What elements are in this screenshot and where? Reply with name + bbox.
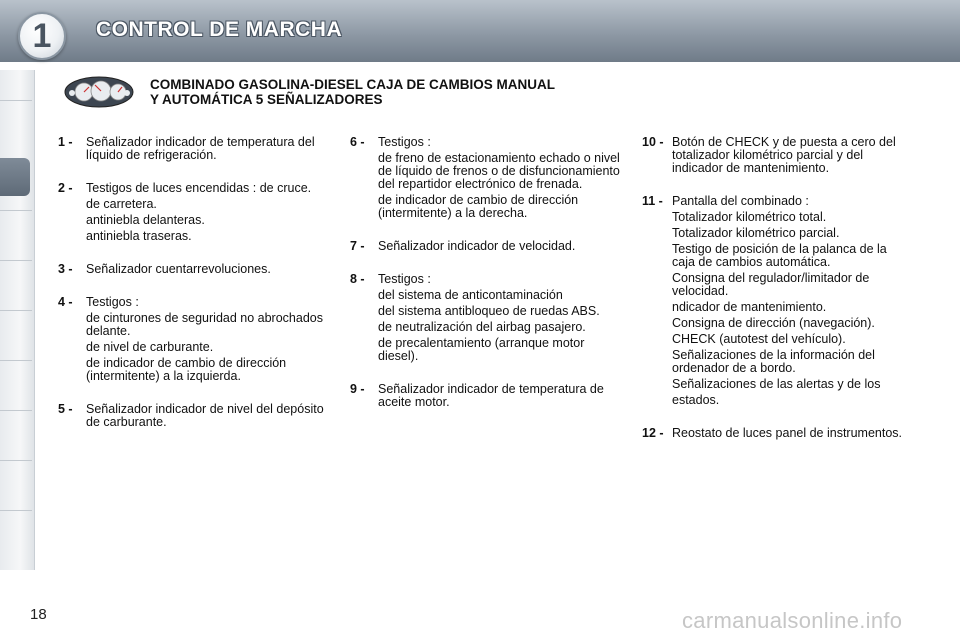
item-number: 8 - — [350, 272, 365, 286]
item-text: Señalizador indicador de nivel del depósito de carburante. — [86, 402, 324, 429]
legend-item — [58, 296, 328, 386]
item-text: Totalizador kilométrico total. — [672, 210, 827, 224]
item-number: 9 - — [350, 382, 365, 396]
legend-item — [350, 240, 620, 256]
item-text: Reostato de luces panel de instrumentos. — [672, 426, 902, 440]
chapter-tab-divider — [0, 410, 32, 411]
item-text: de freno de estacionamiento echado o nivel de líquido de frenos o de disfuncionamiento del repartidor electrónico de frenada. — [378, 151, 620, 191]
chapter-tab-rail — [0, 70, 35, 570]
section-title — [150, 77, 555, 107]
item-text: Señalizador indicador de temperatura del líquido de refrigeración. — [86, 135, 315, 162]
item-text: Testigos : — [378, 135, 431, 149]
item-number: 5 - — [58, 402, 73, 416]
active-chapter-tab[interactable] — [0, 158, 30, 196]
chapter-tab-divider — [0, 260, 32, 261]
chapter-number: 1 — [32, 16, 52, 55]
legend-item — [58, 136, 328, 165]
legend-column-1 — [58, 136, 328, 449]
item-text: CHECK (autotest del vehículo). — [672, 332, 846, 346]
legend-item — [58, 263, 328, 279]
item-text: Consigna de dirección (navegación). — [672, 316, 875, 330]
watermark: carmanualsonline.info — [682, 608, 903, 633]
section-title-line: Y AUTOMÁTICA 5 SEÑALIZADORES — [150, 92, 383, 107]
chapter-tab-divider — [0, 360, 32, 361]
item-text: del sistema antibloqueo de ruedas ABS. — [378, 304, 600, 318]
item-text: Señalizaciones de las alertas y de los — [672, 377, 881, 391]
item-text: antiniebla delanteras. — [86, 213, 205, 227]
item-text: Testigo de posición de la palanca de la caja de cambios automática. — [672, 242, 887, 269]
chapter-tab-divider — [0, 460, 32, 461]
item-text: Testigos : — [86, 295, 139, 309]
item-text: de precalentamiento (arranque motor diesel). — [378, 336, 585, 363]
legend-column-2 — [350, 136, 620, 429]
item-text: Consigna del regulador/limitador de velocidad. — [672, 271, 870, 298]
item-number: 7 - — [350, 239, 365, 253]
legend-item — [58, 182, 328, 246]
item-text: Señalizador cuentarrevoluciones. — [86, 262, 271, 276]
item-text: estados. — [672, 393, 720, 407]
legend-item — [350, 136, 620, 223]
item-text: de neutralización del airbag pasajero. — [378, 320, 586, 334]
item-text: ndicador de mantenimiento. — [672, 300, 827, 314]
legend-item — [642, 427, 912, 443]
chapter-tab-divider — [0, 210, 32, 211]
item-text: del sistema de anticontaminación — [378, 288, 563, 302]
page-title: CONTROL DE MARCHA — [96, 18, 343, 41]
chapter-number-badge — [18, 12, 66, 60]
page-number: 18 — [30, 606, 47, 623]
item-number: 11 - — [642, 194, 663, 208]
item-number: 6 - — [350, 135, 365, 149]
item-text: antiniebla traseras. — [86, 229, 192, 243]
item-text: Totalizador kilométrico parcial. — [672, 226, 840, 240]
section-title-line: COMBINADO GASOLINA-DIESEL CAJA DE CAMBIOS MANUAL — [150, 77, 556, 92]
item-text: Pantalla del combinado : — [672, 194, 809, 208]
item-text: de indicador de cambio de dirección (intermitente) a la derecha. — [378, 193, 579, 220]
legend-item — [642, 195, 912, 410]
legend-item — [642, 136, 912, 178]
item-number: 3 - — [58, 262, 73, 276]
item-number: 1 - — [58, 135, 73, 149]
item-text: de cinturones de seguridad no abrochados delante. — [86, 311, 323, 338]
item-text: Señalizador indicador de temperatura de aceite motor. — [378, 382, 604, 409]
chapter-tab-divider — [0, 510, 32, 511]
legend-column-3 — [642, 136, 912, 460]
item-text: Testigos : — [378, 272, 431, 286]
item-number: 4 - — [58, 295, 73, 309]
item-text: Señalizaciones de la información del ordenador de a bordo. — [672, 348, 875, 375]
legend-item — [350, 383, 620, 412]
chapter-tab-divider — [0, 100, 32, 101]
item-text: de nivel de carburante. — [86, 340, 214, 354]
item-text: de indicador de cambio de dirección (intermitente) a la izquierda. — [86, 356, 287, 383]
legend-item — [58, 403, 328, 432]
item-number: 12 - — [642, 426, 664, 440]
item-text: Botón de CHECK y de puesta a cero del totalizador kilométrico parcial y del indicador de mantenimiento. — [672, 135, 896, 175]
item-text: de carretera. — [86, 197, 157, 211]
item-number: 2 - — [58, 181, 73, 195]
instrument-cluster-icon — [64, 76, 134, 108]
item-text: Testigos de luces encendidas : de cruce. — [86, 181, 312, 195]
chapter-tab-divider — [0, 310, 32, 311]
item-text: Señalizador indicador de velocidad. — [378, 239, 576, 253]
legend-item — [350, 273, 620, 366]
item-number: 10 - — [642, 135, 664, 149]
